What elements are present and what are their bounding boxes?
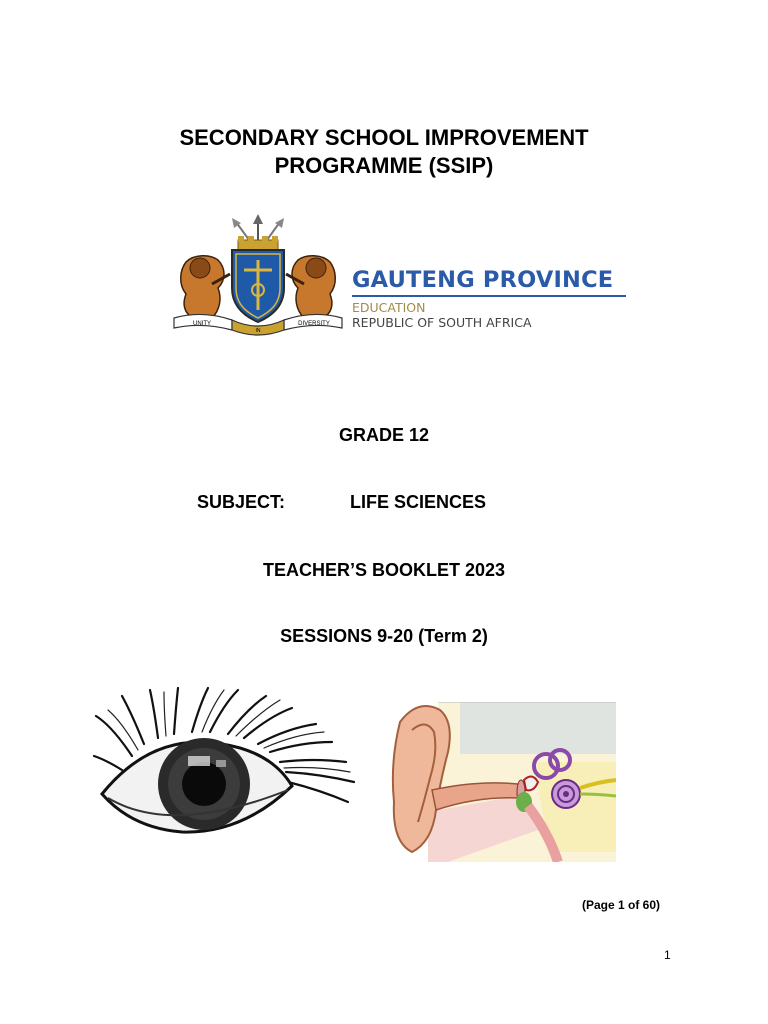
- logo-text: [352, 266, 626, 331]
- eye-icon: [92, 686, 358, 846]
- page-count: (Page 1 of 60): [582, 898, 661, 912]
- booklet-heading: TEACHER’S BOOKLET 2023: [262, 560, 506, 580]
- ear-anatomy-icon: [388, 702, 616, 862]
- title-line-2: PROGRAMME (SSIP): [274, 153, 494, 178]
- province-name: GAUTENG PROVINCE: [352, 267, 614, 293]
- page-number: 1: [664, 948, 671, 962]
- coat-of-arms-icon: [172, 214, 344, 338]
- title-line-1: SECONDARY SCHOOL IMPROVEMENT: [179, 125, 589, 150]
- gauteng-logo: [172, 214, 632, 338]
- svg-text:IN: IN: [255, 328, 261, 334]
- department-name: EDUCATION: [352, 300, 426, 315]
- svg-text:UNITY: UNITY: [193, 321, 211, 327]
- subject-label: SUBJECT:: [197, 492, 286, 512]
- subject-value: LIFE SCIENCES: [350, 492, 487, 512]
- svg-text:DIVERSITY: DIVERSITY: [298, 321, 330, 327]
- document-title: [0, 124, 768, 180]
- grade-heading: GRADE 12: [338, 425, 430, 445]
- sessions-heading: SESSIONS 9-20 (Term 2): [280, 626, 488, 646]
- logo-divider: [352, 295, 626, 297]
- country-name: REPUBLIC OF SOUTH AFRICA: [352, 315, 532, 330]
